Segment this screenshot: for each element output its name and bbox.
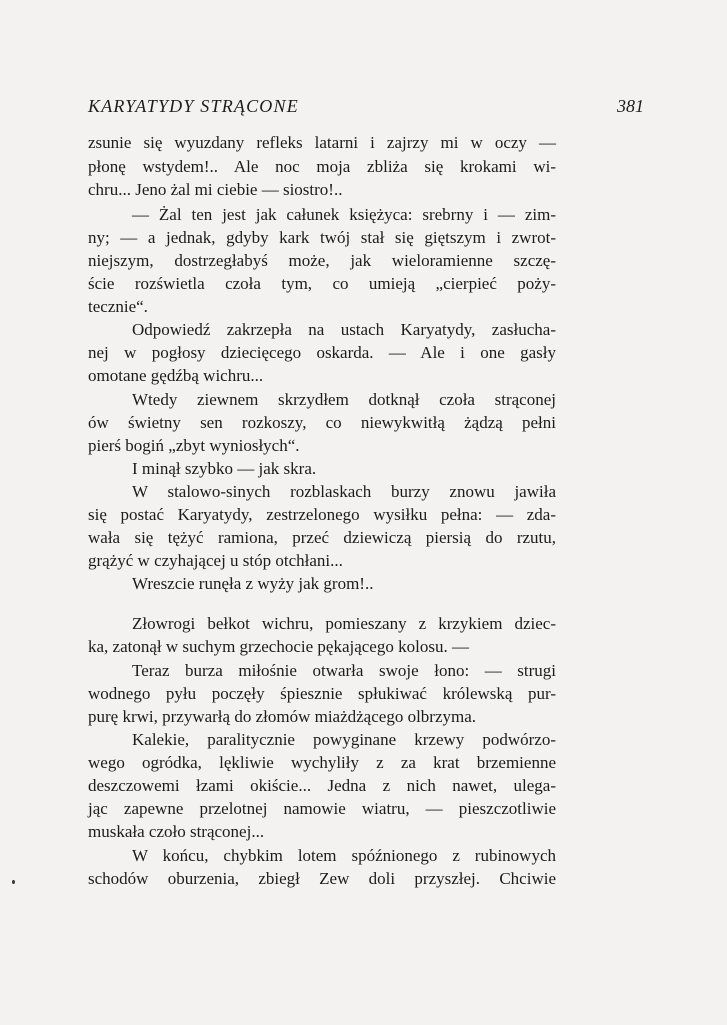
text-line: ka, zatonął w suchym grzechocie pękającego kolosu. — — [88, 637, 469, 656]
text-line: tecznie“. — [88, 297, 148, 316]
text-line: I minął szybko — jak skra. — [132, 459, 317, 478]
text-line: chru... Jeno żal mi ciebie — siostro!.. — [88, 180, 343, 199]
text-line: ście rozświetla czoła tym, co umieją „cierpieć poży- — [88, 274, 556, 293]
text-line: pierś bogiń „zbyt wyniosłych“. — [88, 436, 300, 455]
text-line: grążyć w czyhającej u stóp otchłani... — [88, 551, 343, 570]
text-line: jąc zapewne przelotnej namowie wiatru, — pieszczotliwie — [88, 799, 556, 818]
text-line: zsunie się wyuzdany refleks latarni i zajrzy mi w oczy — — [88, 133, 556, 152]
text-line: się postać Karyatydy, zestrzelonego wysiłku pełna: — zda- — [88, 505, 556, 524]
text-line: muskała czoło strąconej... — [88, 822, 265, 841]
text-line: płonę wstydem!.. Ale noc moja zbliża się krokami wi- — [88, 157, 556, 176]
running-title: KARYATYDY STRĄCONE — [88, 96, 299, 116]
page-number: 381 — [617, 96, 644, 116]
text-line: nej w pogłosy dziecięcego oskarda. — Ale i one gasły — [88, 343, 556, 362]
text-line: Kalekie, paralitycznie powyginane krzewy podwórzo- — [132, 730, 556, 749]
text-line: Wreszcie runęła z wyży jak grom!.. — [132, 574, 374, 593]
text-line: W stalowo-sinych rozblaskach burzy znowu jawiła — [132, 482, 556, 501]
text-line: niejszym, dostrzegłabyś może, jak wieloramienne szczę- — [88, 251, 556, 270]
text-line: Odpowiedź zakrzepła na ustach Karyatydy, zasłucha- — [132, 320, 556, 339]
text-line: wego ogródka, lękliwie wychyliły z za krat brzemienne — [88, 753, 556, 772]
text-line: deszczowemi łzami okiście... Jedna z nich nawet, ulega- — [88, 776, 556, 795]
ink-speck — [12, 880, 15, 884]
text-line: ów świetny sen rozkoszy, co niewykwitłą żądzą pełni — [88, 413, 556, 432]
text-line: schodów oburzenia, zbiegł Zew doli przyszłej. Chciwie — [88, 869, 556, 888]
text-line: ny; — a jednak, gdyby kark twój stał się giętszym i zwrot- — [88, 228, 556, 247]
text-line: — Żal ten jest jak całunek księżyca: srebrny i — zim- — [132, 205, 556, 224]
text-line: omotane gędźbą wichru... — [88, 366, 264, 385]
text-line: purę krwi, przywarłą do złomów miażdżącego olbrzyma. — [88, 707, 477, 726]
text-line: Teraz burza miłośnie otwarła swoje łono: — strugi — [132, 661, 556, 680]
text-line: W końcu, chybkim lotem spóźnionego z rubinowych — [132, 846, 556, 865]
text-line: wała się tężyć ramiona, przeć dziewiczą piersią do rzutu, — [88, 528, 556, 547]
running-head — [88, 96, 644, 120]
text-line: Wtedy ziewnem skrzydłem dotknął czoła strąconej — [132, 390, 556, 409]
text-line: Złowrogi bełkot wichru, pomieszany z krzykiem dziec- — [132, 614, 556, 633]
text-line: wodnego pyłu poczęły śpiesznie spłukiwać królewską pur- — [88, 684, 556, 703]
